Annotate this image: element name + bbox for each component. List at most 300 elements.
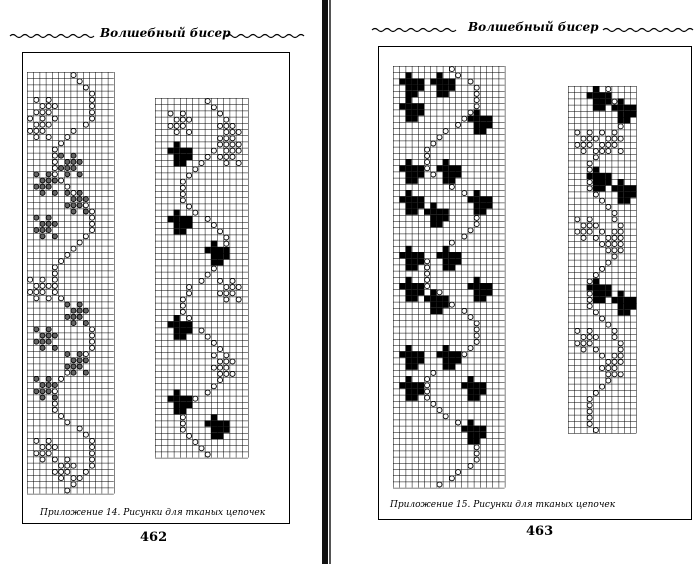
bead-ring xyxy=(40,283,45,288)
bead-dark xyxy=(217,247,223,253)
running-head-title: Волшебный бисер xyxy=(100,26,231,40)
bead-ring xyxy=(230,136,235,141)
bead-ring xyxy=(65,457,70,462)
bead-dark xyxy=(412,209,418,215)
bead-ring xyxy=(218,229,223,234)
bead-dark xyxy=(418,196,424,202)
bead-dark xyxy=(480,196,486,202)
bead-dark xyxy=(405,171,411,177)
bead-dark xyxy=(461,426,467,432)
bead-dark xyxy=(186,216,192,222)
bead-ring xyxy=(456,122,461,127)
bead-dark xyxy=(211,433,217,439)
bead-dark xyxy=(449,85,455,91)
bead-ring xyxy=(600,242,605,247)
bead-dark xyxy=(449,364,455,370)
bead-dark xyxy=(480,202,486,208)
bead-dark xyxy=(593,179,599,185)
bead-ring xyxy=(174,130,179,135)
bead-dark xyxy=(436,221,442,227)
bead-ring xyxy=(218,142,223,147)
bead-dark xyxy=(430,202,436,208)
bead-ring xyxy=(462,116,467,121)
bead-ring xyxy=(34,438,39,443)
bead-ring xyxy=(83,85,88,90)
bead-ring xyxy=(59,376,64,381)
bead-ring xyxy=(71,153,76,158)
bead-dark xyxy=(436,72,442,78)
bead-ring xyxy=(90,339,95,344)
bead-ring xyxy=(612,229,617,234)
bead-ring xyxy=(618,242,623,247)
bead-dark xyxy=(443,258,449,264)
bead-ring xyxy=(230,371,235,376)
bead-ring xyxy=(71,370,76,375)
bead-dark xyxy=(412,382,418,388)
bead-ring xyxy=(612,130,617,135)
bead-dark xyxy=(593,92,599,98)
bead-dark xyxy=(412,103,418,109)
bead-ring xyxy=(71,128,76,133)
bead-dark xyxy=(630,303,636,309)
bead-dark xyxy=(611,105,617,111)
bead-ring xyxy=(587,130,592,135)
bead-dark xyxy=(418,202,424,208)
bead-ring xyxy=(193,396,198,401)
bead-ring xyxy=(46,104,51,109)
bead-ring xyxy=(474,91,479,96)
bead-ring xyxy=(587,415,592,420)
bead-ring xyxy=(593,347,598,352)
bead-ring xyxy=(425,389,430,394)
bead-ring xyxy=(612,217,617,222)
bead-ring xyxy=(474,222,479,227)
bead-ring xyxy=(52,116,57,121)
bead-ring xyxy=(34,296,39,301)
bead-dark xyxy=(223,427,229,433)
bead-dark xyxy=(418,171,424,177)
bead-dark xyxy=(174,315,180,321)
bead-ring xyxy=(593,149,598,154)
bead-dark xyxy=(217,433,223,439)
bead-ring xyxy=(90,116,95,121)
bead-dark xyxy=(211,420,217,426)
bead-dark xyxy=(449,171,455,177)
bead-dark xyxy=(449,258,455,264)
bead-ring xyxy=(618,359,623,364)
bead-dark xyxy=(474,109,480,115)
bead-ring xyxy=(224,123,229,128)
bead-dark xyxy=(418,351,424,357)
bead-dark xyxy=(624,111,630,117)
bead-ring xyxy=(34,215,39,220)
bead-ring xyxy=(587,217,592,222)
bead-dark xyxy=(605,179,611,185)
bead-ring xyxy=(425,277,430,282)
bead-dark xyxy=(467,376,473,382)
bead-dark xyxy=(443,165,449,171)
bead-dark xyxy=(174,327,180,333)
bead-dark xyxy=(399,252,405,258)
bead-ring xyxy=(34,339,39,344)
bead-grid xyxy=(568,86,637,434)
bead-dark xyxy=(449,178,455,184)
bead-ring xyxy=(187,117,192,122)
bead-ring xyxy=(224,130,229,135)
bead-ring xyxy=(52,221,57,226)
bead-ring xyxy=(205,334,210,339)
bead-dark xyxy=(430,78,436,84)
bead-dark xyxy=(418,289,424,295)
bead-ring xyxy=(65,469,70,474)
bead-ring xyxy=(224,235,229,240)
bead-ring xyxy=(187,316,192,321)
bead-ring xyxy=(425,147,430,152)
bead-ring xyxy=(168,123,173,128)
bead-ring xyxy=(52,345,57,350)
bead-dark xyxy=(418,357,424,363)
bead-dark xyxy=(455,351,461,357)
bead-ring xyxy=(40,128,45,133)
bead-ring xyxy=(59,469,64,474)
bead-ring xyxy=(425,166,430,171)
bead-dark xyxy=(486,196,492,202)
bead-dark xyxy=(605,173,611,179)
bead-ring xyxy=(83,197,88,202)
bead-ring xyxy=(600,316,605,321)
bead-ring xyxy=(59,166,64,171)
bead-ring xyxy=(618,149,623,154)
bead-dark xyxy=(449,351,455,357)
bead-dark xyxy=(405,357,411,363)
bead-dark xyxy=(405,72,411,78)
bead-ring xyxy=(593,155,598,160)
bead-ring xyxy=(71,314,76,319)
bead-dark xyxy=(618,309,624,315)
bead-dark xyxy=(405,190,411,196)
bead-ring xyxy=(65,135,70,140)
bead-ring xyxy=(224,136,229,141)
bead-ring xyxy=(180,427,185,432)
bead-ring xyxy=(449,302,454,307)
bead-ring xyxy=(606,136,611,141)
bead-ring xyxy=(587,180,592,185)
bead-dark xyxy=(412,196,418,202)
bead-ring xyxy=(236,130,241,135)
bead-ring xyxy=(52,153,57,158)
bead-ring xyxy=(52,147,57,152)
bead-ring xyxy=(612,235,617,240)
bead-dark xyxy=(618,111,624,117)
bead-ring xyxy=(581,136,586,141)
bead-dark xyxy=(174,160,180,166)
bead-ring xyxy=(587,403,592,408)
bead-dark xyxy=(630,191,636,197)
bead-dark xyxy=(412,264,418,270)
bead-ring xyxy=(437,290,442,295)
bead-ring xyxy=(59,178,64,183)
bead-ring xyxy=(193,440,198,445)
bead-ring xyxy=(46,184,51,189)
bead-ring xyxy=(77,159,82,164)
bead-ring xyxy=(180,303,185,308)
bead-ring xyxy=(71,364,76,369)
bead-dark xyxy=(474,190,480,196)
bead-dark xyxy=(467,196,473,202)
bead-ring xyxy=(474,333,479,338)
bead-ring xyxy=(224,154,229,159)
bead-dark xyxy=(405,97,411,103)
bead-ring xyxy=(40,451,45,456)
bead-ring xyxy=(600,229,605,234)
bead-ring xyxy=(46,97,51,102)
bead-ring xyxy=(83,308,88,313)
bead-ring xyxy=(224,161,229,166)
bead-dark xyxy=(467,426,473,432)
bead-dark xyxy=(449,165,455,171)
bead-ring xyxy=(612,248,617,253)
bead-dark xyxy=(474,202,480,208)
bead-dark xyxy=(593,297,599,303)
bead-ring xyxy=(34,97,39,102)
bead-ring xyxy=(46,283,51,288)
bead-dark xyxy=(624,297,630,303)
bead-ring xyxy=(83,209,88,214)
bead-ring xyxy=(199,328,204,333)
bead-dark xyxy=(593,98,599,104)
bead-dark xyxy=(223,247,229,253)
bead-ring xyxy=(593,235,598,240)
bead-dark xyxy=(186,327,192,333)
bead-ring xyxy=(468,346,473,351)
bead-ring xyxy=(612,211,617,216)
bead-ring xyxy=(59,414,64,419)
bead-ring xyxy=(77,352,82,357)
bead-ring xyxy=(71,321,76,326)
bead-dark xyxy=(618,98,624,104)
bead-dark xyxy=(405,258,411,264)
bead-dark xyxy=(405,382,411,388)
bead-ring xyxy=(456,420,461,425)
bead-ring xyxy=(71,476,76,481)
bead-dark xyxy=(486,116,492,122)
bead-dark xyxy=(436,209,442,215)
bead-ring xyxy=(581,347,586,352)
bead-dark xyxy=(430,289,436,295)
bead-ring xyxy=(34,290,39,295)
bead-ring xyxy=(600,198,605,203)
bead-ring xyxy=(187,173,192,178)
bead-dark xyxy=(405,159,411,165)
bead-dark xyxy=(174,408,180,414)
bead-ring xyxy=(612,335,617,340)
bead-ring xyxy=(90,221,95,226)
bead-dark xyxy=(630,111,636,117)
bead-pattern-2 xyxy=(155,98,249,459)
bead-ring xyxy=(449,184,454,189)
bead-ring xyxy=(52,469,57,474)
bead-ring xyxy=(443,414,448,419)
bead-ring xyxy=(52,383,57,388)
bead-dark xyxy=(630,185,636,191)
bead-ring xyxy=(65,370,70,375)
bead-dark xyxy=(443,295,449,301)
bead-dark xyxy=(174,210,180,216)
bead-ring xyxy=(77,172,82,177)
bead-ring xyxy=(34,389,39,394)
bead-dark xyxy=(217,259,223,265)
bead-dark xyxy=(424,209,430,215)
bead-dark xyxy=(480,128,486,134)
bead-ring xyxy=(40,383,45,388)
bead-ring xyxy=(40,228,45,233)
bead-dark xyxy=(443,364,449,370)
bead-dark xyxy=(474,277,480,283)
bead-ring xyxy=(606,204,611,209)
bead-ring xyxy=(425,153,430,158)
bead-ring xyxy=(618,372,623,377)
bead-ring xyxy=(90,457,95,462)
bead-dark xyxy=(211,241,217,247)
bead-ring xyxy=(230,154,235,159)
bead-dark xyxy=(593,291,599,297)
bead-ring xyxy=(34,451,39,456)
bead-ring xyxy=(40,277,45,282)
bead-dark xyxy=(412,364,418,370)
bead-ring xyxy=(606,142,611,147)
bead-dark xyxy=(480,122,486,128)
bead-dark xyxy=(474,295,480,301)
bead-dark xyxy=(436,252,442,258)
bead-ring xyxy=(587,421,592,426)
bead-ring xyxy=(65,166,70,171)
bead-dark xyxy=(443,209,449,215)
bead-ring xyxy=(606,322,611,327)
bead-ring xyxy=(40,290,45,295)
bead-ring xyxy=(606,248,611,253)
bead-ring xyxy=(46,172,51,177)
bead-ring xyxy=(606,242,611,247)
bead-ring xyxy=(65,184,70,189)
bead-ring xyxy=(449,67,454,72)
bead-ring xyxy=(28,116,33,121)
bead-ring xyxy=(606,372,611,377)
bead-dark xyxy=(430,295,436,301)
bead-ring xyxy=(575,229,580,234)
bead-ring xyxy=(40,221,45,226)
bead-ring xyxy=(236,148,241,153)
bead-ring xyxy=(46,228,51,233)
bead-ring xyxy=(236,161,241,166)
bead-dark xyxy=(211,414,217,420)
bead-ring xyxy=(236,285,241,290)
bead-dark xyxy=(599,105,605,111)
bead-ring xyxy=(224,365,229,370)
bead-dark xyxy=(405,109,411,115)
bead-dark xyxy=(630,105,636,111)
bead-ring xyxy=(230,291,235,296)
bead-ring xyxy=(449,240,454,245)
bead-ring xyxy=(71,482,76,487)
bead-ring xyxy=(52,445,57,450)
bead-dark xyxy=(180,216,186,222)
bead-ring xyxy=(199,161,204,166)
bead-ring xyxy=(205,272,210,277)
bead-dark xyxy=(599,92,605,98)
bead-dark xyxy=(467,116,473,122)
bead-ring xyxy=(90,91,95,96)
bead-dark xyxy=(399,78,405,84)
bead-ring xyxy=(218,291,223,296)
bead-ring xyxy=(218,123,223,128)
bead-dark xyxy=(418,103,424,109)
bead-ring xyxy=(59,141,64,146)
bead-ring xyxy=(46,383,51,388)
bead-dark xyxy=(412,295,418,301)
bead-ring xyxy=(52,277,57,282)
bead-ring xyxy=(587,291,592,296)
bead-dark xyxy=(180,402,186,408)
bead-dark xyxy=(605,284,611,290)
bead-dark xyxy=(180,321,186,327)
bead-ring xyxy=(71,159,76,164)
bead-dark xyxy=(436,351,442,357)
bead-ring xyxy=(77,426,82,431)
bead-dark xyxy=(223,420,229,426)
bead-ring xyxy=(474,451,479,456)
bead-ring xyxy=(462,234,467,239)
bead-dark xyxy=(180,148,186,154)
bead-ring xyxy=(593,428,598,433)
bead-dark xyxy=(418,85,424,91)
bead-dark xyxy=(399,283,405,289)
bead-dark xyxy=(217,253,223,259)
bead-dark xyxy=(174,154,180,160)
bead-dark xyxy=(599,297,605,303)
bead-dark xyxy=(399,382,405,388)
bead-dark xyxy=(443,302,449,308)
bead-ring xyxy=(425,377,430,382)
bead-dark xyxy=(211,259,217,265)
bead-ring xyxy=(40,333,45,338)
bead-dark xyxy=(217,427,223,433)
bead-dark xyxy=(624,117,630,123)
bead-ring xyxy=(218,359,223,364)
bead-dark xyxy=(611,185,617,191)
bead-ring xyxy=(218,347,223,352)
bead-ring xyxy=(40,234,45,239)
bead-ring xyxy=(71,358,76,363)
bead-dark xyxy=(405,85,411,91)
bead-ring xyxy=(205,154,210,159)
bead-dark xyxy=(486,289,492,295)
bead-ring xyxy=(218,154,223,159)
bead-ring xyxy=(593,223,598,228)
bead-ring xyxy=(46,178,51,183)
bead-ring xyxy=(180,179,185,184)
bead-dark xyxy=(211,247,217,253)
bead-dark xyxy=(180,160,186,166)
bead-ring xyxy=(618,341,623,346)
bead-ring xyxy=(612,328,617,333)
bead-dark xyxy=(467,438,473,444)
bead-ring xyxy=(199,278,204,283)
bead-ring xyxy=(46,296,51,301)
bead-ring xyxy=(224,359,229,364)
bead-ring xyxy=(40,389,45,394)
bead-ring xyxy=(474,445,479,450)
bead-ring xyxy=(28,277,33,282)
